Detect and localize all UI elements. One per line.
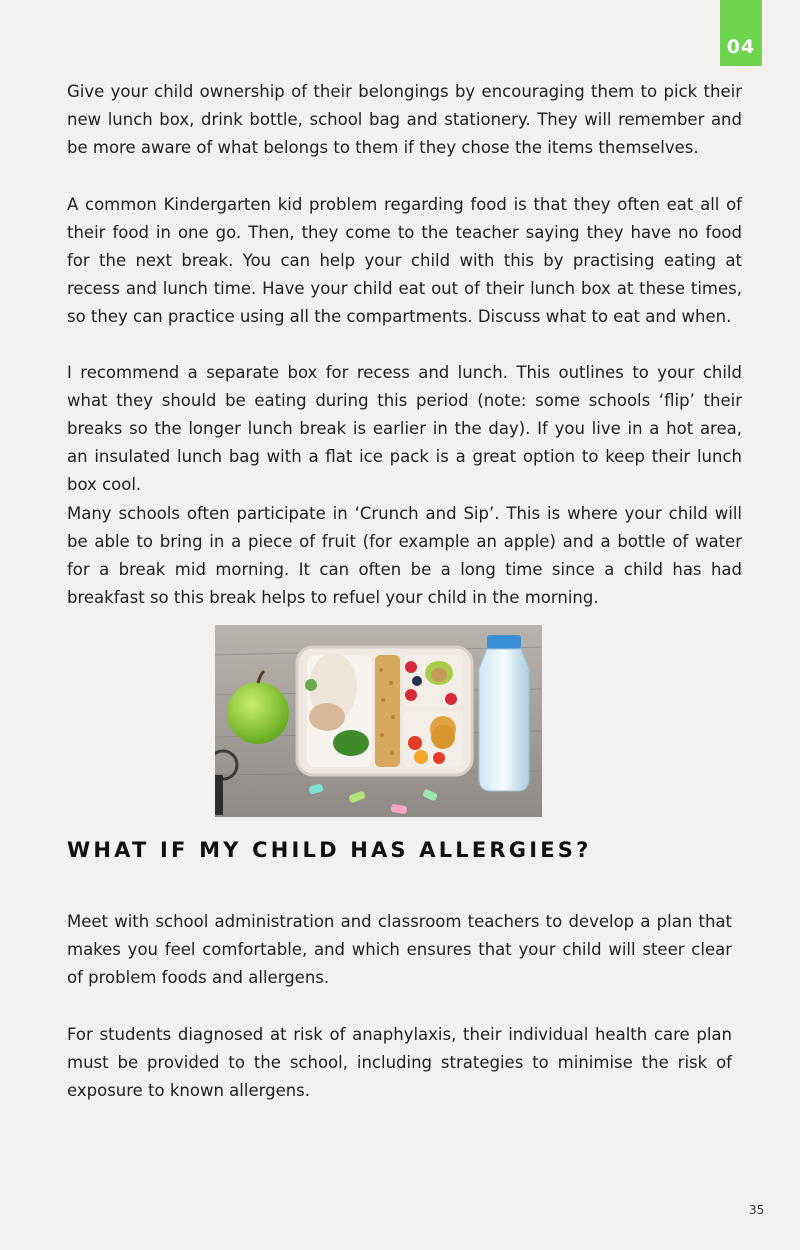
chapter-number: 04 <box>726 36 756 58</box>
paragraph-allergy-plan: Meet with school administration and classroom teachers to develop a plan that makes you feel comfortable, and which ensures that your child will steer clear of problem foods and allergens. <box>67 912 732 987</box>
paragraph-separate-boxes: I recommend a separate box for recess and lunch. This outlines to your child what they should be eating during this period (note: some schools ‘flip’ their breaks so the longer lunch break is earlier in the day). If you live in a hot area, an insulated lunch bag with a flat ice pack is a great option to keep their lunch box cool. <box>67 363 742 494</box>
lunchbox-photo <box>215 625 542 817</box>
section-heading-allergies: WHAT IF MY CHILD HAS ALLERGIES? <box>67 838 592 862</box>
paragraph-eating-practice: A common Kindergarten kid problem regarding food is that they often eat all of their food in one go. Then, they come to the teacher saying they have no food for the next break. You can help your child with this by practising eating at recess and lunch time. Have your child eat out of their lunch box at these times, so they can practice using all the compartments. Discuss what to eat and when. <box>67 195 742 326</box>
paragraph-lunchbox-ownership: Give your child ownership of their belongings by encouraging them to pick their new lunch box, drink bottle, school bag and stationery. They will remember and be more aware of what belongs to them if they chose the items themselves. <box>67 82 742 157</box>
paragraph-anaphylaxis: For students diagnosed at risk of anaphylaxis, their individual health care plan must be provided to the school, including strategies to minimise the risk of exposure to known allergens. <box>67 1025 732 1100</box>
paragraph-crunch-and-sip: Many schools often participate in ‘Crunch and Sip’. This is where your child will be able to bring in a piece of fruit (for example an apple) and a bottle of water for a break mid morning. It can often be a long time since a child has had breakfast so this break helps to refuel your child in the morning. <box>67 504 742 607</box>
page-number: 35 <box>749 1203 765 1217</box>
chapter-tab <box>720 0 762 66</box>
